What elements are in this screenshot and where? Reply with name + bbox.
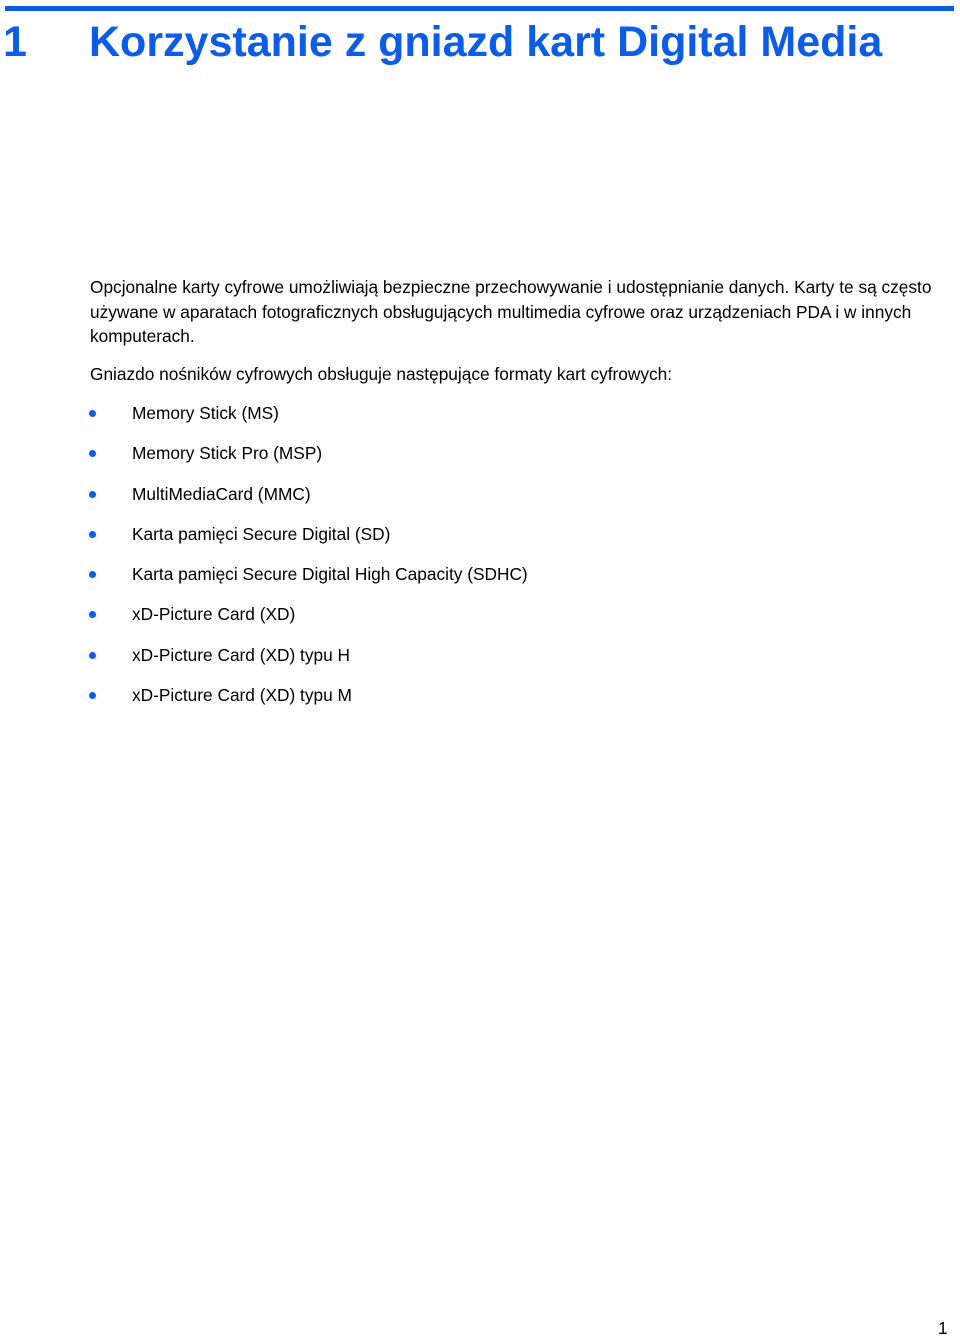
chapter-number: 1 [3, 18, 27, 66]
list-item-label: Karta pamięci Secure Digital High Capacity (SDHC) [132, 564, 528, 585]
list-item-label: xD-Picture Card (XD) typu M [132, 685, 352, 706]
chapter-title: Korzystanie z gniazd kart Digital Media [89, 18, 883, 66]
list-item-label: Memory Stick (MS) [132, 403, 279, 423]
bullet-icon [89, 692, 96, 699]
list-item-label: MultiMediaCard (MMC) [132, 483, 311, 504]
list-item-label: xD-Picture Card (XD) typu H [132, 644, 350, 665]
bullet-icon [89, 410, 96, 417]
chapter-top-rule [5, 6, 954, 11]
bullet-icon [89, 652, 96, 659]
formats-lead-paragraph: Gniazdo nośników cyfrowych obsługuje następujące formaty kart cyfrowych: [90, 364, 673, 384]
list-item-label: xD-Picture Card (XD) [132, 604, 296, 625]
page-number: 1 [938, 1318, 948, 1338]
bullet-icon [89, 571, 96, 578]
bullet-icon [89, 491, 96, 498]
intro-section [90, 275, 956, 349]
bullet-icon [89, 531, 96, 538]
chapter-heading [3, 14, 882, 70]
intro-paragraph: Opcjonalne karty cyfrowe umożliwiają bezpieczne przechowywanie i udostępnianie danych. Karty te są często używane w aparatach fotograficznych obsługujących multimedia cyfrowe oraz urządzeniach PDA i w innych komputerach. [90, 277, 932, 346]
list-item-label: Karta pamięci Secure Digital (SD) [132, 523, 391, 544]
bullet-icon [89, 611, 96, 618]
bullet-icon [89, 450, 96, 457]
list-item-label: Memory Stick Pro (MSP) [132, 443, 323, 464]
